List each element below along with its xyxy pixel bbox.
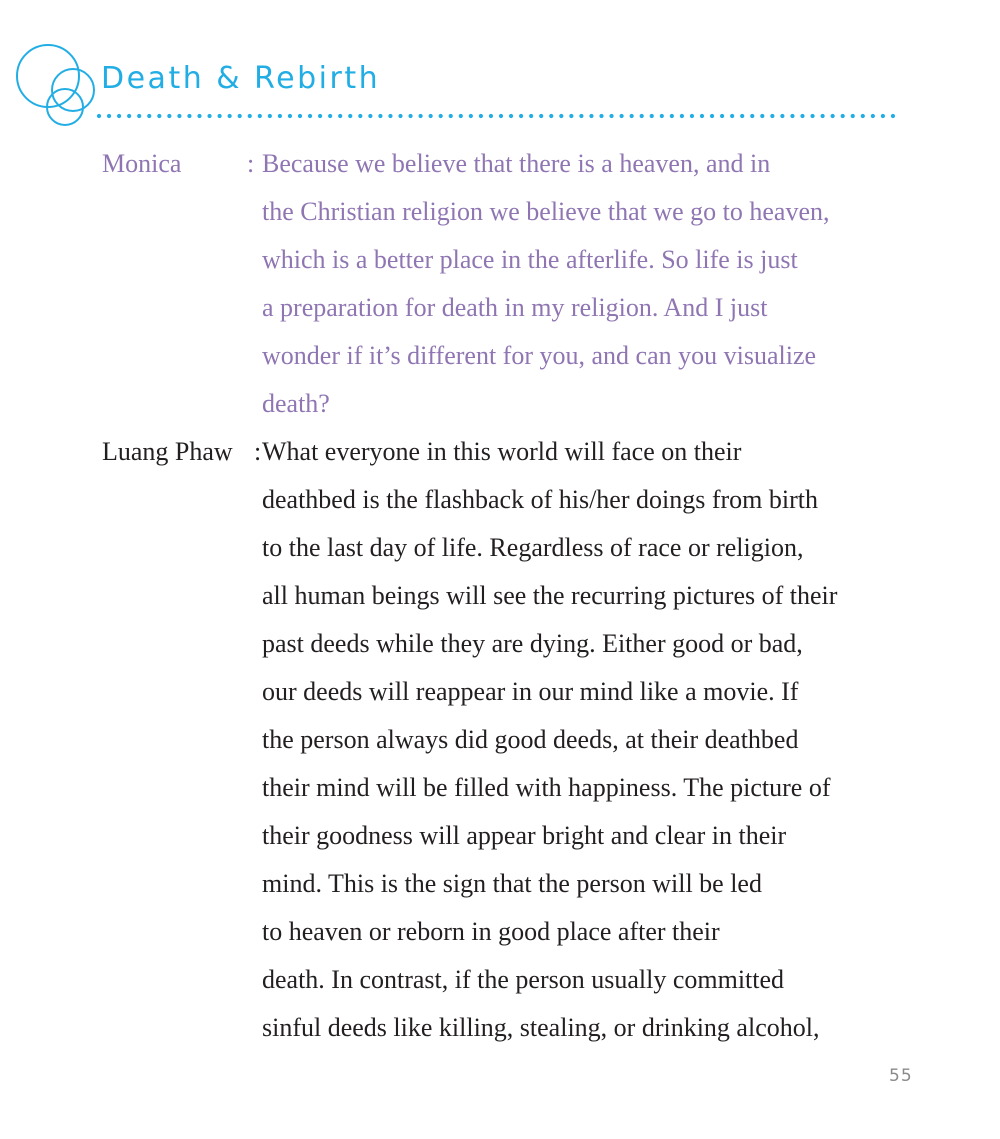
speech-line: Because we believe that there is a heaven, and in <box>262 149 771 178</box>
speech-text <box>262 140 922 428</box>
speech-line: a preparation for death in my religion. And I just <box>262 293 768 322</box>
page-number: 55 <box>889 1066 913 1086</box>
chapter-title: Death & Rebirth <box>101 61 381 96</box>
speaker-name: Monica <box>102 149 182 178</box>
speech-line: wonder if it’s different for you, and can you visualize <box>262 341 817 370</box>
speaker-colon: : <box>247 149 255 178</box>
speaker-name: Luang Phaw <box>102 437 233 466</box>
speech-line: What everyone in this world will face on their <box>262 437 742 466</box>
speech-line: sinful deeds like killing, stealing, or drinking alcohol, <box>262 1013 820 1042</box>
overlapping-circles-icon <box>12 40 112 135</box>
speech-line: death. In contrast, if the person usually committed <box>262 965 785 994</box>
speech-line: which is a better place in the afterlife. So life is just <box>262 245 798 274</box>
speech-line: the person always did good deeds, at their deathbed <box>262 725 799 754</box>
speech-line: to the last day of life. Regardless of race or religion, <box>262 533 804 562</box>
speech-line: deathbed is the flashback of his/her doings from birth <box>262 485 818 514</box>
speech-line: to heaven or reborn in good place after their <box>262 917 720 946</box>
speech-line: our deeds will reappear in our mind like a movie. If <box>262 677 799 706</box>
speaker-colon: : <box>254 437 262 466</box>
speech-line: past deeds while they are dying. Either good or bad, <box>262 629 803 658</box>
speech-line: death? <box>262 389 330 418</box>
speech-line: mind. This is the sign that the person will be led <box>262 869 762 898</box>
speech-line: their mind will be filled with happiness. The picture of <box>262 773 831 802</box>
speech-line: all human beings will see the recurring pictures of their <box>262 581 838 610</box>
speech-line: the Christian religion we believe that we go to heaven, <box>262 197 830 226</box>
speech-line: their goodness will appear bright and clear in their <box>262 821 787 850</box>
dotted-divider <box>96 112 904 120</box>
speech-text <box>262 428 922 1052</box>
